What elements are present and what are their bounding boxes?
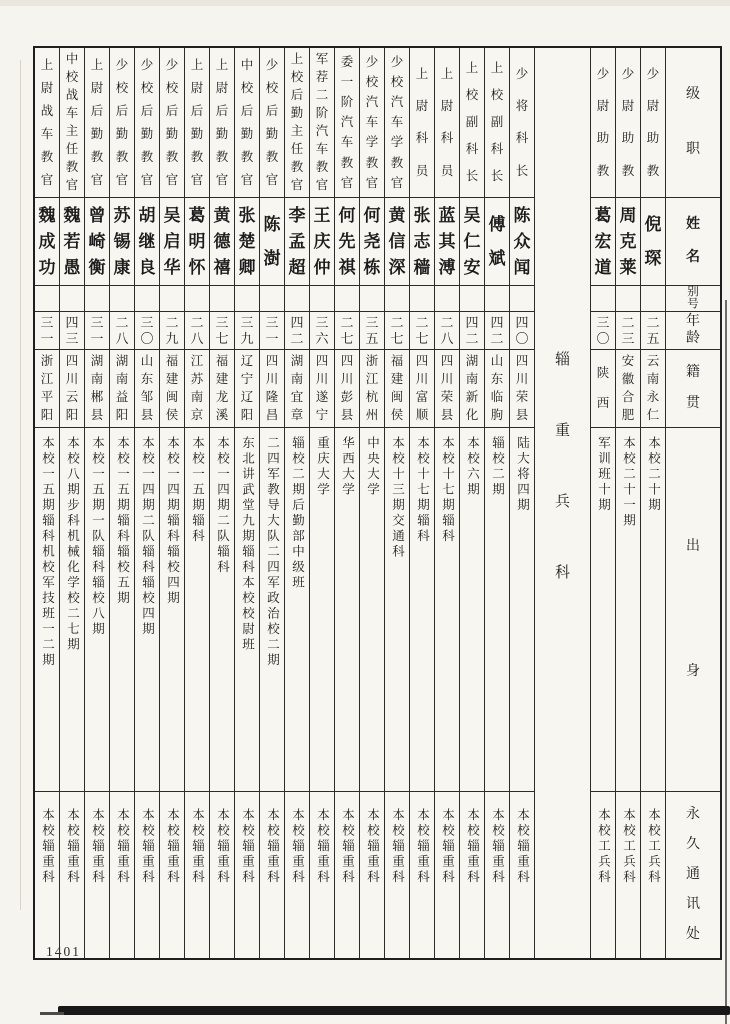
age-cell: 三 〇 bbox=[135, 312, 159, 350]
place-cell: 四 川 云 阳 bbox=[60, 350, 84, 428]
alias-cell bbox=[460, 286, 484, 312]
header-place: 籍 贯 bbox=[666, 350, 720, 428]
address-cell: 本校工兵科 bbox=[621, 808, 636, 886]
person-column bbox=[384, 48, 409, 958]
age-cell: 三 〇 bbox=[591, 312, 615, 350]
alias-cell bbox=[135, 286, 159, 312]
age-cell: 四 三 bbox=[60, 312, 84, 350]
origin-cell: 本校二十期 bbox=[641, 428, 665, 792]
rank-cell: 中 校 后 勤 教 官 bbox=[235, 48, 259, 198]
name-cell: 葛 明 怀 bbox=[185, 198, 209, 286]
rank-cell: 少 校 汽 车 学 教 官 bbox=[385, 48, 409, 198]
rank-cell: 上 校 副 科 长 bbox=[460, 48, 484, 198]
age-cell: 二 五 bbox=[641, 312, 665, 350]
address-cell: 本校辎重科 bbox=[465, 808, 480, 886]
age-cell: 三 六 bbox=[310, 312, 334, 350]
address-cell: 本校辎重科 bbox=[190, 808, 205, 886]
alias-cell bbox=[360, 286, 384, 312]
alias-cell bbox=[616, 286, 640, 312]
rank-cell: 少 尉 助 教 bbox=[641, 48, 665, 198]
origin-cell: 陆大将四期 bbox=[510, 428, 534, 792]
place-cell: 陕 西 bbox=[591, 350, 615, 428]
origin-cell: 本校一五期辎科机校军技班一二期 bbox=[35, 428, 59, 792]
age-cell: 四 二 bbox=[285, 312, 309, 350]
rank-cell: 军 荐 二 阶 汽 车 教 官 bbox=[310, 48, 334, 198]
origin-cell: 辎校二期 bbox=[485, 428, 509, 792]
origin-cell: 本校十三期交通科 bbox=[385, 428, 409, 792]
place-cell: 湖 南 新 化 bbox=[460, 350, 484, 428]
address-cell: 本校辎重科 bbox=[365, 808, 380, 886]
scan-artifact-right-line bbox=[725, 300, 727, 1024]
page-number: 1401 bbox=[46, 944, 81, 959]
name-cell: 何 尧 栋 bbox=[360, 198, 384, 286]
name-cell: 黄 信 深 bbox=[385, 198, 409, 286]
rank-cell: 上 尉 科 员 bbox=[435, 48, 459, 198]
origin-cell: 东北讲武堂九期辎科本校校尉班 bbox=[235, 428, 259, 792]
name-cell: 李 孟 超 bbox=[285, 198, 309, 286]
age-cell: 四 〇 bbox=[510, 312, 534, 350]
alias-cell bbox=[485, 286, 509, 312]
origin-cell: 二四军教导大队二四军政治校二期 bbox=[260, 428, 284, 792]
address-cell: 本校辎重科 bbox=[115, 808, 130, 886]
alias-cell bbox=[160, 286, 184, 312]
person-column bbox=[459, 48, 484, 958]
name-cell: 黄 德 禧 bbox=[210, 198, 234, 286]
person-column bbox=[184, 48, 209, 958]
alias-cell bbox=[410, 286, 434, 312]
section-title-column bbox=[534, 48, 590, 958]
place-cell: 浙 江 平 阳 bbox=[35, 350, 59, 428]
name-cell: 吴 启 华 bbox=[160, 198, 184, 286]
name-cell: 苏 锡 康 bbox=[110, 198, 134, 286]
alias-cell bbox=[641, 286, 665, 312]
address-cell: 本校辎重科 bbox=[315, 808, 330, 886]
place-cell: 四 川 彭 县 bbox=[335, 350, 359, 428]
alias-cell bbox=[210, 286, 234, 312]
scan-edge-top bbox=[0, 0, 730, 6]
rank-cell: 少 校 后 勤 教 官 bbox=[160, 48, 184, 198]
alias-cell bbox=[285, 286, 309, 312]
alias-cell bbox=[35, 286, 59, 312]
person-column bbox=[590, 48, 615, 958]
person-column bbox=[359, 48, 384, 958]
age-cell: 二 七 bbox=[410, 312, 434, 350]
place-cell: 山 东 邹 县 bbox=[135, 350, 159, 428]
person-column bbox=[234, 48, 259, 958]
rank-cell: 上 校 副 科 长 bbox=[485, 48, 509, 198]
age-cell: 二 三 bbox=[616, 312, 640, 350]
place-cell: 四 川 隆 昌 bbox=[260, 350, 284, 428]
age-cell: 二 七 bbox=[335, 312, 359, 350]
address-cell: 本校辎重科 bbox=[415, 808, 430, 886]
place-cell: 四 川 遂 宁 bbox=[310, 350, 334, 428]
origin-cell: 本校六期 bbox=[460, 428, 484, 792]
age-cell: 二 八 bbox=[435, 312, 459, 350]
address-cell: 本校辎重科 bbox=[490, 808, 505, 886]
age-cell: 三 一 bbox=[35, 312, 59, 350]
address-cell: 本校辎重科 bbox=[90, 808, 105, 886]
name-cell: 胡 继 良 bbox=[135, 198, 159, 286]
rank-cell: 上 尉 后 勤 教 官 bbox=[85, 48, 109, 198]
name-cell: 王 庆 仲 bbox=[310, 198, 334, 286]
alias-cell bbox=[335, 286, 359, 312]
header-rank: 级 职 bbox=[666, 48, 720, 198]
alias-cell bbox=[435, 286, 459, 312]
address-cell: 本校辎重科 bbox=[40, 808, 55, 886]
place-cell: 福 建 闽 侯 bbox=[160, 350, 184, 428]
name-cell: 周 克 莱 bbox=[616, 198, 640, 286]
header-column bbox=[665, 48, 720, 958]
alias-cell bbox=[385, 286, 409, 312]
rank-cell: 少 尉 助 教 bbox=[616, 48, 640, 198]
person-column bbox=[484, 48, 509, 958]
name-cell: 吴 仁 安 bbox=[460, 198, 484, 286]
rank-cell: 少 校 后 勤 教 官 bbox=[135, 48, 159, 198]
origin-cell: 华西大学 bbox=[335, 428, 359, 792]
rank-cell: 上 尉 后 勤 教 官 bbox=[185, 48, 209, 198]
place-cell: 四 川 富 顺 bbox=[410, 350, 434, 428]
person-column bbox=[209, 48, 234, 958]
address-cell: 本校辎重科 bbox=[65, 808, 80, 886]
alias-cell bbox=[260, 286, 284, 312]
name-cell: 张 楚 卿 bbox=[235, 198, 259, 286]
person-column bbox=[640, 48, 665, 958]
rank-cell: 上 校 后 勤 主 任 教 官 bbox=[285, 48, 309, 198]
address-cell: 本校工兵科 bbox=[596, 808, 611, 886]
name-cell: 蓝 其 溥 bbox=[435, 198, 459, 286]
section-title: 辎 重 兵 科 bbox=[554, 352, 570, 581]
name-cell: 陈 众 闻 bbox=[510, 198, 534, 286]
origin-cell: 重庆大学 bbox=[310, 428, 334, 792]
rank-cell: 少 校 汽 车 学 教 官 bbox=[360, 48, 384, 198]
header-alias: 别 号 bbox=[666, 286, 720, 312]
age-cell: 三 五 bbox=[360, 312, 384, 350]
age-cell: 三 九 bbox=[235, 312, 259, 350]
alias-cell bbox=[85, 286, 109, 312]
address-cell: 本校辎重科 bbox=[390, 808, 405, 886]
age-cell: 三 一 bbox=[260, 312, 284, 350]
age-cell: 四 二 bbox=[485, 312, 509, 350]
alias-cell bbox=[185, 286, 209, 312]
alias-cell bbox=[60, 286, 84, 312]
header-name: 姓 名 bbox=[666, 198, 720, 286]
place-cell: 福 建 龙 溪 bbox=[210, 350, 234, 428]
name-cell: 何 先 祺 bbox=[335, 198, 359, 286]
place-cell: 福 建 闽 侯 bbox=[385, 350, 409, 428]
address-cell: 本校辎重科 bbox=[340, 808, 355, 886]
origin-cell: 本校一四期二队辎科辎校四期 bbox=[135, 428, 159, 792]
name-cell: 葛 宏 道 bbox=[591, 198, 615, 286]
place-cell: 安 徽 合 肥 bbox=[616, 350, 640, 428]
name-cell: 傅 斌 bbox=[485, 198, 509, 286]
person-column bbox=[615, 48, 640, 958]
scan-artifact-bottom-bar bbox=[58, 1006, 730, 1015]
person-column bbox=[159, 48, 184, 958]
scan-artifact-left-line bbox=[20, 60, 21, 910]
person-column bbox=[284, 48, 309, 958]
address-cell: 本校辎重科 bbox=[515, 808, 530, 886]
alias-cell bbox=[591, 286, 615, 312]
person-column bbox=[109, 48, 134, 958]
rank-cell: 少 尉 助 教 bbox=[591, 48, 615, 198]
place-cell: 湖 南 郴 县 bbox=[85, 350, 109, 428]
address-cell: 本校辎重科 bbox=[165, 808, 180, 886]
header-age: 年 龄 bbox=[666, 312, 720, 350]
age-cell: 二 九 bbox=[160, 312, 184, 350]
origin-cell: 本校十七期辎科 bbox=[410, 428, 434, 792]
alias-cell bbox=[510, 286, 534, 312]
rank-cell: 少 校 后 勤 教 官 bbox=[110, 48, 134, 198]
person-column bbox=[259, 48, 284, 958]
place-cell: 云 南 永 仁 bbox=[641, 350, 665, 428]
place-cell: 浙 江 杭 州 bbox=[360, 350, 384, 428]
person-column bbox=[509, 48, 534, 958]
person-column bbox=[434, 48, 459, 958]
address-cell: 本校辎重科 bbox=[265, 808, 280, 886]
origin-cell: 中央大学 bbox=[360, 428, 384, 792]
place-cell: 湖 南 宜 章 bbox=[285, 350, 309, 428]
origin-cell: 本校十七期辎科 bbox=[435, 428, 459, 792]
rank-cell: 上 尉 科 员 bbox=[410, 48, 434, 198]
place-cell: 辽 宁 辽 阳 bbox=[235, 350, 259, 428]
age-cell: 二 八 bbox=[185, 312, 209, 350]
address-cell: 本校工兵科 bbox=[646, 808, 661, 886]
header-address: 永 久 通 讯 处 bbox=[686, 807, 700, 942]
alias-cell bbox=[110, 286, 134, 312]
person-column bbox=[84, 48, 109, 958]
person-column bbox=[35, 48, 59, 958]
rank-cell: 少 校 后 勤 教 官 bbox=[260, 48, 284, 198]
alias-cell bbox=[235, 286, 259, 312]
person-column bbox=[334, 48, 359, 958]
name-cell: 张 志 穑 bbox=[410, 198, 434, 286]
origin-cell: 军训班十期 bbox=[591, 428, 615, 792]
name-cell: 倪 琛 bbox=[641, 198, 665, 286]
place-cell: 江 苏 南 京 bbox=[185, 350, 209, 428]
person-column bbox=[309, 48, 334, 958]
name-cell: 陈 澍 bbox=[260, 198, 284, 286]
origin-cell: 本校二十一期 bbox=[616, 428, 640, 792]
origin-cell: 本校一五期辎科 bbox=[185, 428, 209, 792]
scan-artifact-bottom-tail bbox=[40, 1012, 64, 1015]
rank-cell: 上 尉 战 车 教 官 bbox=[35, 48, 59, 198]
rank-cell: 上 尉 后 勤 教 官 bbox=[210, 48, 234, 198]
age-cell: 二 八 bbox=[110, 312, 134, 350]
address-cell: 本校辎重科 bbox=[140, 808, 155, 886]
name-cell: 曾 崎 衡 bbox=[85, 198, 109, 286]
rank-cell: 委 一 阶 汽 车 教 官 bbox=[335, 48, 359, 198]
name-cell: 魏 成 功 bbox=[35, 198, 59, 286]
rank-cell: 中 校 战 车 主 任 教 官 bbox=[60, 48, 84, 198]
age-cell: 二 七 bbox=[385, 312, 409, 350]
age-cell: 三 一 bbox=[85, 312, 109, 350]
alias-cell bbox=[310, 286, 334, 312]
header-origin: 出 身 bbox=[666, 428, 720, 792]
address-cell: 本校辎重科 bbox=[290, 808, 305, 886]
origin-cell: 辎校二期后勤部中级班 bbox=[285, 428, 309, 792]
origin-cell: 本校一五期一队辎科辎校八期 bbox=[85, 428, 109, 792]
origin-cell: 本校一四期二队辎科 bbox=[210, 428, 234, 792]
name-cell: 魏 若 愚 bbox=[60, 198, 84, 286]
person-column bbox=[134, 48, 159, 958]
person-column bbox=[409, 48, 434, 958]
person-column bbox=[59, 48, 84, 958]
address-cell: 本校辎重科 bbox=[440, 808, 455, 886]
roster-table bbox=[33, 46, 722, 960]
place-cell: 四 川 荣 县 bbox=[510, 350, 534, 428]
age-cell: 三 七 bbox=[210, 312, 234, 350]
origin-cell: 本校八期步科机械化学校二七期 bbox=[60, 428, 84, 792]
address-cell: 本校辎重科 bbox=[240, 808, 255, 886]
place-cell: 山 东 临 朐 bbox=[485, 350, 509, 428]
address-cell: 本校辎重科 bbox=[215, 808, 230, 886]
rank-cell: 少 将 科 长 bbox=[510, 48, 534, 198]
origin-cell: 本校一四期辎科辎校四期 bbox=[160, 428, 184, 792]
place-cell: 四 川 荣 县 bbox=[435, 350, 459, 428]
place-cell: 湖 南 益 阳 bbox=[110, 350, 134, 428]
origin-cell: 本校一五期辎科辎校五期 bbox=[110, 428, 134, 792]
age-cell: 四 二 bbox=[460, 312, 484, 350]
